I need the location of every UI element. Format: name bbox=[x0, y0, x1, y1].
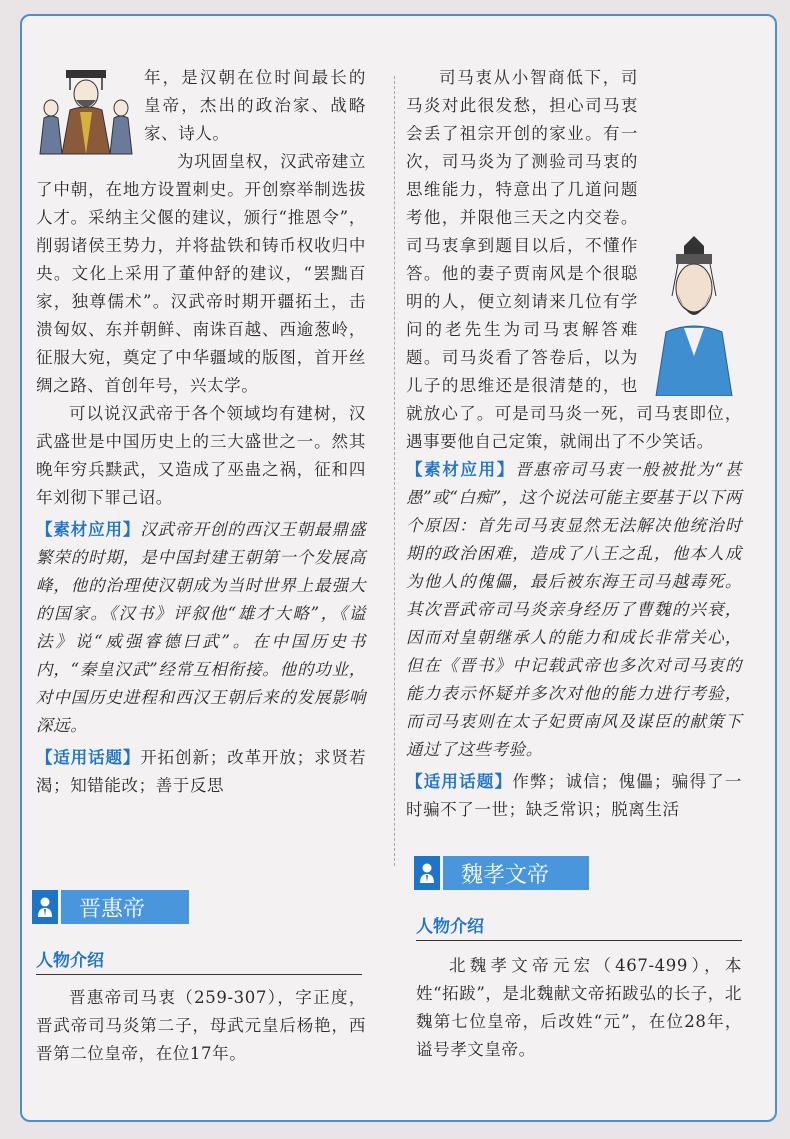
wu-topic-paragraph bbox=[36, 744, 366, 800]
hui-topic-paragraph bbox=[406, 768, 742, 824]
emperor-wu-illustration bbox=[36, 64, 134, 156]
topic-tag: 【适用话题】 bbox=[406, 772, 513, 791]
right-column bbox=[406, 64, 742, 824]
jin-hui-intro-text: 晋惠帝司马衷（259-307），字正度，晋武帝司马炎第二子，母武元皇后杨艳，西晋第二位皇帝，在位17年。 bbox=[36, 988, 366, 1063]
hui-material-paragraph bbox=[406, 456, 742, 764]
jin-hui-intro bbox=[36, 984, 366, 1068]
section-header-xiaowen bbox=[414, 856, 589, 890]
topic-text: 作弊；诚信；傀儡；骗得了一时骗不了一世；缺乏常识；脱离生活 bbox=[406, 772, 742, 819]
column-divider bbox=[394, 76, 395, 866]
topic-text: 开拓创新；改革开放；求贤若渴；知错能改；善于反思 bbox=[36, 748, 366, 795]
xiaowen-intro bbox=[416, 952, 742, 1064]
wu-material-paragraph bbox=[36, 516, 366, 740]
person-icon bbox=[32, 890, 58, 924]
left-column bbox=[36, 64, 366, 800]
section-header-jin-hui bbox=[32, 890, 189, 924]
topic-tag: 【适用话题】 bbox=[36, 748, 141, 767]
section-title: 晋惠帝 bbox=[61, 890, 189, 924]
intro-label: 人物介绍 bbox=[36, 946, 362, 975]
person-icon bbox=[414, 856, 440, 890]
section-title: 魏孝文帝 bbox=[443, 856, 589, 890]
wu-intro-paragraph: 年，是汉朝在位时间最长的皇帝，杰出的政治家、战略家、诗人。 bbox=[144, 68, 366, 143]
intro-label: 人物介绍 bbox=[416, 912, 742, 941]
wu-legacy-paragraph: 可以说汉武帝于各个领域均有建树，汉武盛世是中国历史上的三大盛世之一。然其晚年穷兵黩武，又造成了巫蛊之祸，征和四年刘彻下罪己诏。 bbox=[36, 404, 366, 507]
xiaowen-intro-text: 北魏孝文帝元宏（467-499），本姓“拓跋”，是北魏献文帝拓跋弘的长子，北魏第七位皇帝，后改姓“元”，在位28年，谥号孝文皇帝。 bbox=[416, 956, 742, 1059]
hui-story-paragraph: 司马衷从小智商低下，司马炎对此很发愁，担心司马衷会丢了祖宗开创的家业。有一次，司马炎为了测验司马衷的思维能力，特意出了几道问题考他，并限他三天之内交卷。司马衷拿到题目以后，不懂作答。他的妻子贾南风是个很聪明的人，便立刻请来几位有学问的老先生为司马衷解答难题。司马炎看了答卷后，以为儿子的思维还是很清楚的，也就放心了。可是司马炎一死，司马衷即位，遇事要他自己定策，就闹出了不少笑话。 bbox=[406, 68, 742, 451]
book-page bbox=[20, 14, 777, 1122]
emperor-hui-illustration bbox=[646, 236, 742, 396]
material-text: 晋惠帝司马衷一般被批为“甚愚”或“白痴”，这个说法可能主要基于以下两个原因：首先司马衷显然无法解决他统治时期的政治困难，造成了八王之乱，他本人成为他人的傀儡，最后被东海王司马越毒死。其次晋武帝司马炎亲身经历了曹魏的兴衰，因而对皇朝继承人的能力和成长非常关心，但在《晋书》中记载武帝也多次对司马衷的能力表示怀疑并多次对他的能力进行考验，而司马衷则在太子妃贾南风及谋臣的献策下通过了这些考验。 bbox=[406, 460, 742, 759]
wu-achievements-paragraph: 为巩固皇权，汉武帝建立了中朝，在地方设置刺史。开创察举制选拔人才。采纳主父偃的建议，颁行“推恩令”，削弱诸侯王势力，并将盐铁和铸币权收归中央。文化上采用了董仲舒的建议，“罢黜百家，独尊儒术”。汉武帝时期开疆拓土，击溃匈奴、东并朝鲜、南诛百越、西逾葱岭，征服大宛，奠定了中华疆域的版图，首开丝绸之路、首创年号，兴太学。 bbox=[36, 152, 366, 395]
material-tag: 【素材应用】 bbox=[406, 460, 515, 479]
material-tag: 【素材应用】 bbox=[36, 520, 141, 539]
material-text: 汉武帝开创的西汉王朝最鼎盛繁荣的时期，是中国封建王朝第一个发展高峰，他的治理使汉朝成为当时世界上最强大的国家。《汉书》评叙他“雄才大略”，《谥法》说“威强睿德曰武”。在中国历史书内，“秦皇汉武”经常互相衔接。他的功业，对中国历史进程和西汉王朝后来的发展影响深远。 bbox=[36, 520, 366, 735]
